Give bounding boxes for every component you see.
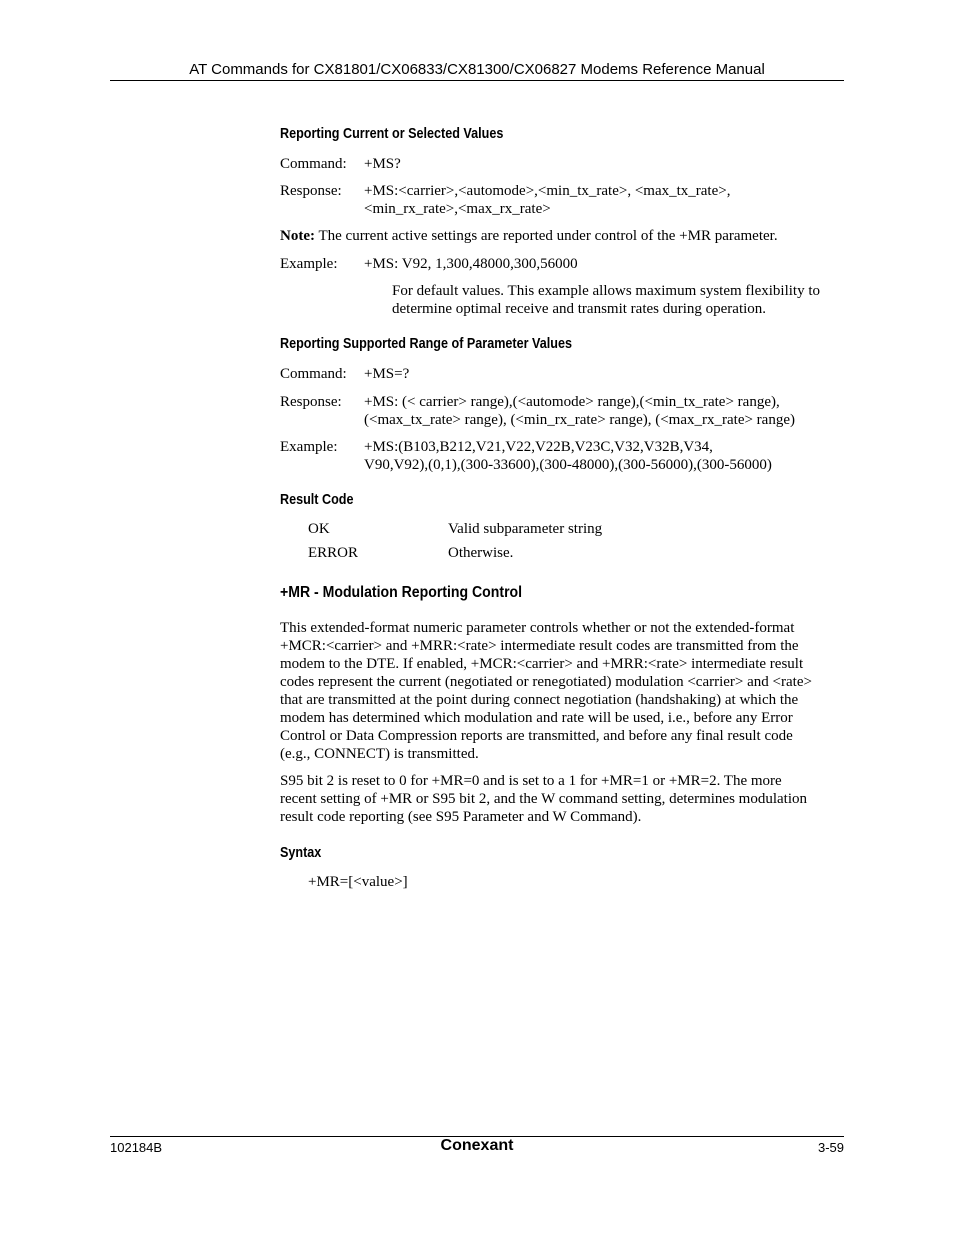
mr-para1-line: +MCR:<carrier> and +MRR:<rate> intermediate result codes are transmitted from the [280, 638, 799, 654]
current-response-label: Response: [280, 183, 342, 199]
mr-para1-line: codes represent the current (negotiated or renegotiated) modulation <carrier> and <rate> [280, 674, 812, 690]
mr-para1-line: that are transmitted at the point during connect negotiation (handshaking) at which the [280, 692, 799, 708]
result-desc-ok: Valid subparameter string [448, 521, 603, 537]
mr-para2-line: recent setting of +MR or S95 bit 2, and the W command setting, determines modulation [280, 791, 807, 807]
current-example-label: Example: [280, 256, 338, 272]
mr-para2-line: result code reporting (see S95 Parameter and W Command). [280, 809, 642, 825]
current-command-value: +MS? [364, 156, 401, 172]
mr-para1-line: (e.g., CONNECT) is transmitted. [280, 746, 479, 762]
mr-paragraph-1 [280, 619, 840, 763]
result-desc-error: Otherwise. [448, 545, 514, 561]
note-text: The current active settings are reported under control of the +MR parameter. [314, 228, 778, 244]
note-label: Note: [280, 228, 315, 244]
doc-number: 102184B [110, 1140, 163, 1155]
result-code-error: ERROR [308, 545, 359, 561]
result-code-ok: OK [308, 521, 330, 537]
mr-para1-line: modem has determined which modulation and rate will be used, i.e., before any Error [280, 710, 793, 726]
mr-para2-line: S95 bit 2 is reset to 0 for +MR=0 and is set to a 1 for +MR=1 or +MR=2. The more [280, 773, 782, 789]
section-result-code [280, 491, 368, 509]
section-supported-range [280, 335, 628, 353]
current-example-value: +MS: V92, 1,300,48000,300,56000 [364, 256, 578, 272]
mr-paragraph-2 [280, 772, 840, 826]
heading-syntax: Syntax [280, 844, 322, 861]
syntax-value: +MR=[<value>] [308, 874, 408, 890]
range-example-label: Example: [280, 439, 338, 455]
range-response-line2: (<max_tx_rate> range), (<min_rx_rate> range), (<max_rx_rate> range) [364, 412, 795, 428]
mr-para1-line: This extended-format numeric parameter controls whether or not the extended-format [280, 620, 795, 636]
range-example-line2: V90,V92),(0,1),(300-33600),(300-48000),(300-56000),(300-56000) [364, 457, 772, 473]
company-name: Conexant [440, 1137, 514, 1154]
current-example-desc2: determine optimal receive and transmit rates during operation. [392, 301, 767, 317]
current-response-line2: <min_rx_rate>,<max_rx_rate> [364, 201, 551, 217]
mr-para1-line: modem to the DTE. If enabled, +MCR:<carrier> and +MRR:<rate> intermediate result [280, 656, 804, 672]
heading-mr: +MR - Modulation Reporting Control [280, 584, 523, 601]
mr-para1-line: Control or Data Compression reports are transmitted, and before any final result code [280, 728, 793, 744]
running-header: AT Commands for CX81801/CX06833/CX81300/CX06827 Modems Reference Manual [189, 61, 765, 78]
header-divider [110, 80, 844, 81]
range-example-line1: +MS:(B103,B212,V21,V22,V22B,V23C,V32,V32B,V34, [364, 439, 713, 455]
range-response-label: Response: [280, 394, 342, 410]
heading-supported-range: Reporting Supported Range of Parameter Values [280, 335, 572, 352]
page-number: 3-59 [817, 1140, 844, 1155]
current-example-desc1: For default values. This example allows maximum system flexibility to [392, 283, 820, 299]
heading-result-code: Result Code [280, 491, 354, 508]
range-response-line1: +MS: (< carrier> range),(<automode> range),(<min_tx_rate> range), [364, 394, 780, 410]
heading-current-values: Reporting Current or Selected Values [280, 125, 504, 142]
range-command-value: +MS=? [364, 366, 410, 382]
section-current-values [280, 125, 546, 143]
current-response-line1: +MS:<carrier>,<automode>,<min_tx_rate>, <max_tx_rate>, [364, 183, 731, 199]
section-mr [280, 584, 555, 602]
section-syntax [280, 844, 329, 862]
current-command-label: Command: [280, 156, 347, 172]
range-command-label: Command: [280, 366, 347, 382]
current-note [280, 227, 778, 245]
